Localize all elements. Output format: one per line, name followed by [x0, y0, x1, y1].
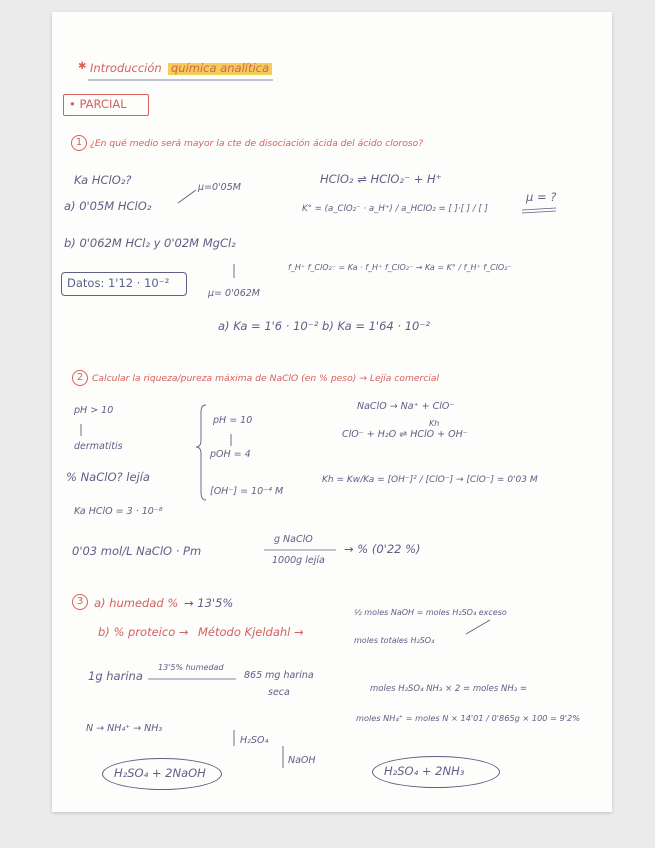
q2-frac-denominator: 1000g lejía — [272, 555, 325, 566]
q3-harina-seca: seca — [268, 687, 290, 698]
q1-answers: a) Ka = 1'6 · 10⁻² b) Ka = 1'64 · 10⁻² — [218, 319, 431, 333]
q2-dermatitis: dermatitis — [74, 441, 123, 452]
q3-moles-eq: moles H₂SO₄ NH₃ × 2 = moles NH₃ = — [370, 684, 527, 694]
q1-ka-label: Ka HClO₂? — [74, 173, 132, 187]
q2-number: 2 — [72, 370, 88, 386]
q1-mu-a: μ=0'05M — [198, 182, 241, 193]
q2-reaction-2: ClO⁻ + H₂O ⇌ HClO + OH⁻ — [342, 429, 468, 440]
q3-harina-arrow-label: 13'5% humedad — [158, 663, 224, 672]
q2-reaction-1: NaClO → Na⁺ + ClO⁻ — [357, 401, 455, 412]
q1-mu-question: μ = ? — [526, 190, 557, 204]
q2-pct-question: % NaClO? lejía — [66, 470, 150, 484]
q3-naoh: NaOH — [288, 755, 316, 766]
q1-option-b: b) 0'062M HCl₂ y 0'02M MgCl₂ — [64, 236, 236, 250]
q3-chain: N → NH₄⁺ → NH₃ — [86, 723, 163, 734]
q3-a-value: → 13'5% — [184, 596, 234, 610]
q1-equilibrium: HClO₂ ⇌ HClO₂⁻ + H⁺ — [320, 172, 442, 186]
q3-moles-nh4: moles NH₄⁺ = moles N × 14'01 / 0'865g × 100 = 9'2% — [356, 713, 581, 723]
q2-ph10: pH > 10 — [74, 405, 114, 416]
q3-oval-right-text: H₂SO₄ + 2NH₃ — [384, 764, 465, 778]
q2-frac-numerator: g NaClO — [274, 534, 313, 545]
q2-reaction-2-k: Kh — [429, 419, 440, 428]
q3-oval-left-text: H₂SO₄ + 2NaOH — [114, 766, 206, 780]
parcial-label: • PARCIAL — [69, 97, 127, 111]
q1-k-expression: K° = (a_ClO₂⁻ · a_H⁺) / a_HClO₂ = [ ]·[ ] / [ ] — [302, 204, 488, 214]
q3-h2so4: H₂SO₄ — [240, 735, 269, 746]
q2-calc-left: 0'03 mol/L NaClO · Pm — [72, 544, 202, 558]
q3-harina-right: 865 mg harina — [244, 670, 314, 681]
title-text: Introducción — [90, 61, 162, 75]
title-highlight: química analítica — [168, 63, 272, 75]
q2-brace-ph: pH = 10 — [213, 415, 253, 426]
q1-mu-b: μ= 0'062M — [208, 288, 261, 299]
q2-ka-hclo: Ka HClO = 3 · 10⁻⁸ — [74, 506, 163, 517]
q3-b-method: Método Kjeldahl → — [198, 625, 304, 639]
q1-question: ¿En qué medio será mayor la cte de disociación ácida del ácido cloroso? — [90, 138, 424, 149]
q1-option-a: a) 0'05M HClO₂ — [64, 199, 152, 213]
notebook-page — [52, 12, 612, 812]
q1-number: 1 — [71, 135, 87, 151]
q3-harina-left: 1g harina — [88, 669, 143, 683]
q2-question: Calcular la riqueza/pureza máxima de NaClO (en % peso) → Lejía comercial — [92, 373, 440, 384]
q2-brace-oh: [OH⁻] = 10⁻⁴ M — [210, 486, 284, 497]
q3-eq-top2: moles totales H₂SO₄ — [354, 636, 435, 645]
q3-b-label: b) % proteico → — [98, 625, 189, 639]
title-star: ✱ — [78, 61, 87, 72]
q1-datos: Datos: 1'12 · 10⁻² — [67, 276, 170, 290]
q2-result: → % (0'22 %) — [344, 542, 421, 556]
q2-kh-expression: Kh = Kw/Ka = [OH⁻]² / [ClO⁻] → [ClO⁻] = 0'03 M — [322, 475, 538, 485]
q3-a-label: a) humedad % — [94, 596, 179, 610]
q1-f-expression: f_H⁺ f_ClO₂⁻ = Ka · f_H⁺ f_ClO₂⁻ → Ka = K° / f_H⁺ f_ClO₂⁻ — [288, 263, 512, 272]
q3-number: 3 — [72, 594, 88, 610]
q2-brace-poh: pOH = 4 — [210, 449, 251, 460]
q3-eq-top: ½ moles NaOH = moles H₂SO₄ exceso — [354, 608, 507, 617]
